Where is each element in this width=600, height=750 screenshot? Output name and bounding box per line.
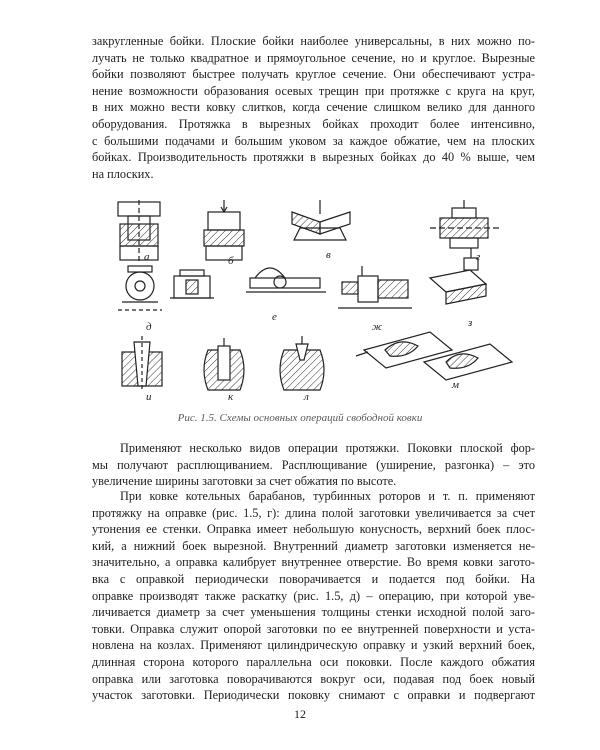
paragraph-2 (92, 440, 535, 490)
page-number: 12 (294, 707, 306, 721)
label-d: д (146, 321, 152, 333)
label-a: а (144, 251, 150, 263)
text-line: кий, а нижний боек вырезной. Внутренний диаметр заготовки изменяется не- (92, 538, 535, 553)
text-line: вка с оправкой периодически поворачивается и подается под бойки. На (92, 571, 535, 586)
label-z: з (468, 317, 473, 329)
text-line: увеличение ширины заготовки за счет обжатия по высоте. (92, 474, 397, 489)
label-zh: ж (372, 321, 383, 333)
text-line: протяжку на оправке (рис. 1.5, г): длина полой заготовки увеличивается за счет (92, 505, 535, 520)
scheme-i-drawing (122, 336, 162, 390)
scheme-l-drawing (280, 336, 324, 390)
text-line: При ковке котельных барабанов, турбинных роторов и т. п. применяют (120, 489, 535, 503)
text-line: новлена на козлах. Применяют цилиндрическую оправку и узкий верхний боек, (92, 638, 535, 653)
label-g: г (476, 251, 481, 263)
text-line: с большими подачами и большим уковом за каждое обжатие, чем на плоских (92, 133, 535, 148)
figure-caption: Рис. 1.5. Схемы основных операций свободной ковки (177, 412, 423, 424)
text-line: значительно, а оправка калибрует внутреннее отверстие. Во время ковки загото- (92, 555, 535, 570)
label-e: е (272, 311, 277, 323)
text-line: длинная сторона которого параллельна оси поковки. После каждого обжатия (92, 654, 535, 669)
text-line: в них можно вести ковку слитков, когда сечение слишком велико для данного (92, 100, 535, 115)
scheme-v-drawing (292, 200, 350, 240)
label-i: и (146, 391, 152, 403)
scheme-m-drawing (356, 332, 512, 380)
label-k: к (228, 391, 234, 403)
scheme-k-drawing (204, 338, 244, 390)
scheme-zh-drawing (338, 266, 412, 308)
text-line: мы получают расплющиванием. Расплющивание (уширение, разгонка) – это (92, 457, 535, 472)
paragraph-3 (92, 488, 535, 704)
scheme-e-drawing (170, 268, 326, 298)
scheme-d-drawing (118, 266, 162, 310)
label-m: м (452, 379, 460, 391)
text-line: товки. Оправка служит опорой заготовки по ее внутренней поверхности и уста- (92, 621, 535, 636)
text-line: оправке производят также раскатку (рис. 1.5, д) – операцию, при которой уве- (92, 588, 535, 603)
text-line: на плоских. (92, 166, 154, 181)
label-v: в (326, 249, 331, 261)
label-l: л (304, 391, 309, 403)
text-line: нение возможности образования осевых трещин при протяжке с круга на круг, (92, 83, 535, 98)
text-line: оборудования. Протяжка в вырезных бойках проходит более интенсивно, (92, 116, 535, 131)
text-line: участок заготовки. Периодически поковку снимают с оправки и подвергают (92, 688, 535, 703)
text-line: бойках. Производительность протяжки в вырезных бойках до 40 % выше, чем (92, 150, 535, 165)
text-line: личивается диаметр за счет уменьшения толщины стенки исходной полой заго- (92, 605, 535, 620)
text-line: Применяют несколько видов операции протяжки. Поковки плоской фор- (120, 441, 535, 455)
label-b: б (228, 255, 234, 267)
text-line: бойки позволяют быстрее получать круглое сечение. Они обеспечивают устра- (92, 67, 535, 82)
scheme-a-drawing (118, 200, 160, 264)
text-line: лучать не только квадратное и прямоугольное сечение, но и круглое. Вырезные (92, 50, 535, 65)
text-line: оправка или заготовка поворачиваются вокруг оси, подавая под боек новый (92, 671, 535, 686)
scheme-g-drawing (430, 200, 500, 248)
scheme-b-drawing (204, 200, 244, 260)
text-line: утонения ее стенки. Оправка имеет небольшую конусность, верхний боек плос- (92, 522, 535, 537)
paragraph-1 (92, 33, 535, 182)
text-line: закругленные бойки. Плоские бойки наиболее универсальны, в них можно по- (92, 34, 535, 48)
forging-operations-figure (100, 200, 530, 405)
